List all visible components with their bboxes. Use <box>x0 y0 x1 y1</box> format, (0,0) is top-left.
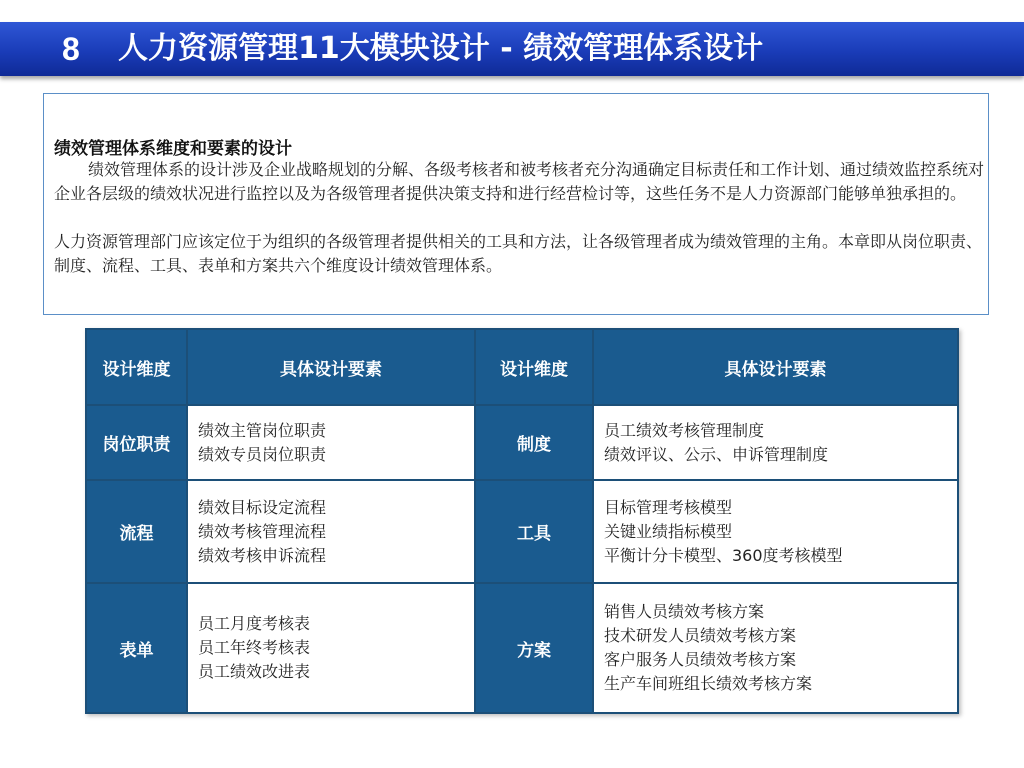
element-item: 平衡计分卡模型、360度考核模型 <box>604 545 843 565</box>
elements-cell <box>187 583 475 713</box>
elements-cell <box>593 583 958 713</box>
element-item: 客户服务人员绩效考核方案 <box>604 650 797 669</box>
table-header-cell: 具体设计要素 <box>187 329 475 405</box>
element-item: 目标管理考核模型 <box>604 497 733 517</box>
design-dimension-table <box>85 328 959 714</box>
element-item: 绩效考核管理流程 <box>198 521 327 541</box>
element-item: 绩效考核申诉流程 <box>198 545 327 565</box>
element-item: 关键业绩指标模型 <box>604 521 733 541</box>
element-item: 销售人员绩效考核方案 <box>604 602 765 621</box>
element-item: 绩效目标设定流程 <box>198 497 327 517</box>
intro-paragraph-1: 绩效管理体系的设计涉及企业战略规划的分解、各级考核者和被考核者充分沟通确定目标责任和工作计划、通过绩效监控系统对企业各层级的绩效状况进行监控以及为各级管理者提供决策支持和进行经营检讨等，这些任务不是人力资源部门能够单独承担的。 <box>54 160 985 203</box>
intro-box <box>43 93 989 315</box>
dimension-cell: 流程 <box>86 480 187 583</box>
title-bar <box>0 22 1024 76</box>
element-item: 绩效专员岗位职责 <box>198 444 327 464</box>
element-item: 技术研发人员绩效考核方案 <box>604 626 797 645</box>
elements-cell <box>187 480 475 583</box>
table-row <box>86 480 958 583</box>
element-item: 生产车间班组长绩效考核方案 <box>604 674 813 693</box>
table-row <box>86 405 958 480</box>
element-item: 绩效评议、公示、申诉管理制度 <box>604 444 829 464</box>
table-header-row <box>86 329 958 405</box>
element-item: 员工年终考核表 <box>198 638 311 657</box>
dimension-cell: 表单 <box>86 583 187 713</box>
table-header-cell: 设计维度 <box>475 329 593 405</box>
table-row <box>86 583 958 713</box>
intro-paragraph-2: 人力资源管理部门应该定位于为组织的各级管理者提供相关的工具和方法，让各级管理者成为绩效管理的主角。本章即从岗位职责、制度、流程、工具、表单和方案共六个维度设计绩效管理体系。 <box>54 232 983 275</box>
table-header-cell: 具体设计要素 <box>593 329 958 405</box>
elements-cell <box>593 480 958 583</box>
slide-number: 8 <box>62 31 80 67</box>
element-item: 员工月度考核表 <box>198 614 311 633</box>
dimension-cell: 岗位职责 <box>86 405 187 480</box>
dimension-cell: 工具 <box>475 480 593 583</box>
table-header-cell: 设计维度 <box>86 329 187 405</box>
slide-title: 人力资源管理11大模块设计 - 绩效管理体系设计 <box>118 31 764 66</box>
element-item: 员工绩效考核管理制度 <box>604 420 765 440</box>
dimension-cell: 制度 <box>475 405 593 480</box>
dimension-cell: 方案 <box>475 583 593 713</box>
element-item: 员工绩效改进表 <box>198 662 311 681</box>
elements-cell <box>187 405 475 480</box>
intro-heading: 绩效管理体系维度和要素的设计 <box>54 139 292 159</box>
elements-cell <box>593 405 958 480</box>
element-item: 绩效主管岗位职责 <box>198 420 327 440</box>
